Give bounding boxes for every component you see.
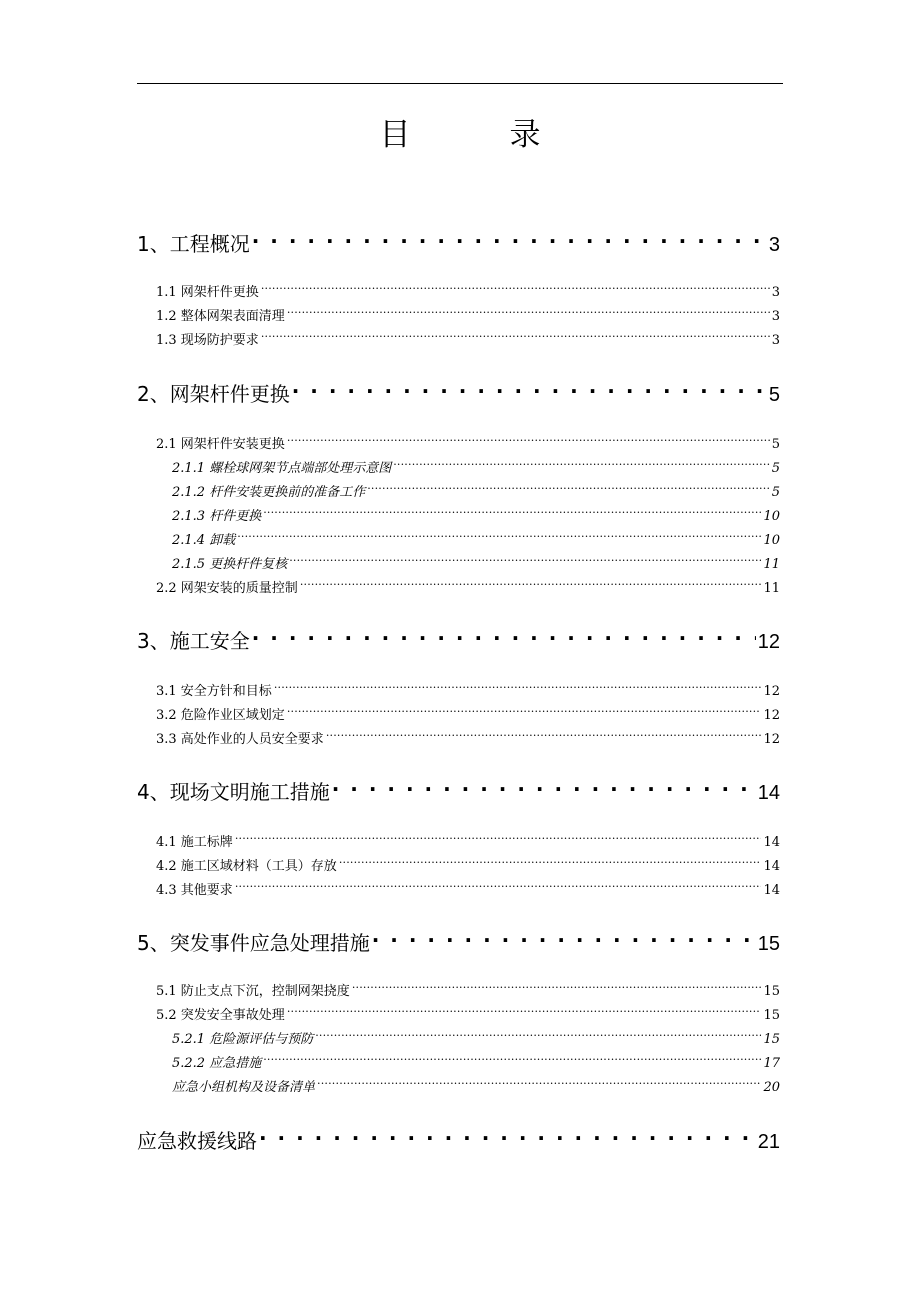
dot-leader [287, 999, 762, 1019]
toc-entry-label: 2.1 网架杆件安装更换 [156, 437, 285, 452]
dot-leader [235, 874, 762, 894]
toc-entry-label: 3.2 危险作业区域划定 [156, 708, 285, 723]
toc-entry-label: 4.2 施工区域材料（工具）存放 [156, 859, 337, 874]
toc-page-number: 3 [771, 309, 780, 324]
toc-entry-label: 4.1 施工标牌 [156, 835, 233, 850]
toc-page-number: 10 [763, 509, 780, 524]
dot-leader [393, 452, 770, 472]
toc-page-number: 12 [763, 708, 780, 723]
toc-page-number: 15 [757, 933, 780, 955]
dot-leader [237, 524, 761, 544]
toc-entry-label: 应急救援线路 [137, 1129, 257, 1153]
dot-leader [261, 324, 770, 344]
toc-entry-level-2[interactable] [156, 723, 780, 747]
toc-entry-level-3[interactable] [172, 1047, 780, 1071]
dot-leader [372, 920, 756, 950]
dot-leader [252, 221, 767, 251]
toc-entry-label: 2.1.3 杆件更换 [172, 509, 262, 524]
dot-leader [352, 975, 762, 995]
toc-entry-level-2[interactable] [156, 428, 780, 452]
toc-entry-label: 3.3 高处作业的人员安全要求 [156, 732, 324, 747]
toc-entry-level-1[interactable] [137, 920, 780, 955]
toc-entry-level-3[interactable] [172, 548, 780, 572]
dot-leader [367, 476, 770, 496]
dot-leader [274, 675, 762, 695]
dot-leader [315, 1023, 761, 1043]
toc-entry-level-2[interactable] [156, 975, 780, 999]
toc-entry-level-2[interactable] [156, 324, 780, 348]
toc-entry-label: 1、工程概况 [137, 232, 250, 256]
toc-page-number: 15 [763, 1032, 780, 1047]
toc-page-number: 14 [763, 883, 780, 898]
dot-leader [263, 500, 761, 520]
toc-entry-label: 5.2 突发安全事故处理 [156, 1008, 285, 1023]
dot-leader [252, 618, 756, 648]
toc-page-number: 11 [763, 557, 780, 572]
dot-leader [339, 850, 762, 870]
page-title: 目 录 [379, 117, 575, 153]
toc-entry-label: 1.3 现场防护要求 [156, 333, 259, 348]
toc-entry-label: 4、现场文明施工措施 [137, 780, 330, 804]
dot-leader [332, 769, 756, 799]
dot-leader [259, 1118, 756, 1148]
toc-page-number: 17 [763, 1056, 780, 1071]
toc-page-number: 20 [763, 1080, 780, 1095]
toc-page-number: 14 [763, 859, 780, 874]
toc-entry-level-3[interactable] [172, 1023, 780, 1047]
toc-entry-label: 应急小组机构及设备清单 [172, 1080, 316, 1095]
toc-page-number: 14 [763, 835, 780, 850]
toc-entry-label: 5.1 防止支点下沉，控制网架挠度 [156, 984, 350, 999]
header-rule [137, 83, 783, 84]
toc-entry-label: 4.3 其他要求 [156, 883, 233, 898]
dot-leader [292, 371, 767, 401]
toc-entry-level-1[interactable] [137, 1118, 780, 1153]
toc-entry-level-2[interactable] [156, 699, 780, 723]
toc-entry-level-2[interactable] [156, 874, 780, 898]
toc-page-number: 3 [768, 234, 780, 256]
dot-leader [287, 300, 770, 320]
toc-page-number: 5 [768, 384, 780, 406]
toc-entry-level-3[interactable] [172, 524, 780, 548]
toc-entry-label: 2.2 网架安装的质量控制 [156, 581, 298, 596]
toc-entry-level-1[interactable] [137, 221, 780, 256]
toc-entry-level-2[interactable] [156, 300, 780, 324]
toc-entry-label: 2、网架杆件更换 [137, 382, 290, 406]
toc-entry-label: 5.2.2 应急措施 [172, 1056, 262, 1071]
toc-entry-level-1[interactable] [137, 769, 780, 804]
toc-page-number: 5 [771, 461, 780, 476]
toc-entry-level-3[interactable] [172, 1071, 780, 1095]
toc-entry-label: 5、突发事件应急处理措施 [137, 931, 370, 955]
toc-entry-level-2[interactable] [156, 999, 780, 1023]
toc-page-number: 5 [771, 485, 780, 500]
toc-entry-level-1[interactable] [137, 371, 780, 406]
toc-page-number: 3 [771, 285, 780, 300]
toc-page-number: 5 [771, 437, 780, 452]
toc-entry-level-1[interactable] [137, 618, 780, 653]
toc-entry-level-3[interactable] [172, 500, 780, 524]
toc-page-number: 12 [763, 732, 780, 747]
toc-entry-level-2[interactable] [156, 572, 780, 596]
dot-leader [287, 428, 770, 448]
toc-entry-label: 2.1.5 更换杆件复核 [172, 557, 288, 572]
toc-page-number: 11 [763, 581, 780, 596]
toc-entry-level-2[interactable] [156, 276, 780, 300]
toc-entry-level-2[interactable] [156, 675, 780, 699]
dot-leader [326, 723, 762, 743]
toc-entry-level-3[interactable] [172, 452, 780, 476]
toc-page-number: 3 [771, 333, 780, 348]
toc-entry-label: 1.2 整体网架表面清理 [156, 309, 285, 324]
toc-entry-level-2[interactable] [156, 826, 780, 850]
toc-page-number: 15 [763, 1008, 780, 1023]
toc-entry-label: 2.1.4 卸载 [172, 533, 236, 548]
dot-leader [300, 572, 762, 592]
toc-entry-label: 2.1.1 螺栓球网架节点端部处理示意图 [172, 461, 392, 476]
dot-leader [261, 276, 770, 296]
toc-entry-label: 3、施工安全 [137, 629, 250, 653]
dot-leader [235, 826, 762, 846]
toc-entry-level-2[interactable] [156, 850, 780, 874]
dot-leader [289, 548, 761, 568]
toc-entry-label: 2.1.2 杆件安装更换前的准备工作 [172, 485, 366, 500]
toc-page-number: 15 [763, 984, 780, 999]
dot-leader [287, 699, 762, 719]
toc-entry-label: 3.1 安全方针和目标 [156, 684, 272, 699]
toc-page-number: 14 [757, 782, 780, 804]
toc-entry-label: 1.1 网架杆件更换 [156, 285, 259, 300]
toc-entry-label: 5.2.1 危险源评估与预防 [172, 1032, 314, 1047]
toc-page-number: 12 [763, 684, 780, 699]
dot-leader [317, 1071, 761, 1091]
toc-page-number: 10 [763, 533, 780, 548]
toc-entry-level-3[interactable] [172, 476, 780, 500]
dot-leader [263, 1047, 761, 1067]
toc-page-number: 21 [757, 1131, 780, 1153]
toc-page-number: 12 [757, 631, 780, 653]
